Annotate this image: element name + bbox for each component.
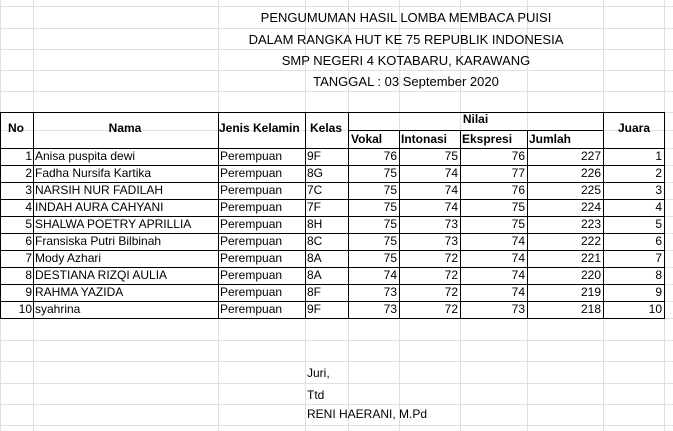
cell-juara[interactable]: 6 xyxy=(655,234,662,248)
title-line-2[interactable]: DALAM RANGKA HUT KE 75 REPUBLIK INDONESIA xyxy=(248,32,564,47)
cell-nama[interactable]: SHALWA POETRY APRILLIA xyxy=(35,217,192,231)
cell-no[interactable]: 4 xyxy=(25,200,32,214)
cell-ekspresi[interactable]: 76 xyxy=(511,149,525,163)
cell-vokal[interactable]: 73 xyxy=(383,302,397,316)
cell-vokal[interactable]: 75 xyxy=(383,183,397,197)
cell-nama[interactable]: Mody Azhari xyxy=(35,251,102,265)
cell-kelas[interactable]: 8F xyxy=(307,285,322,299)
col-header-intonasi[interactable]: Intonasi xyxy=(401,132,448,146)
cell-jenis-kelamin[interactable]: Perempuan xyxy=(220,166,283,180)
cell-vokal[interactable]: 75 xyxy=(383,234,397,248)
cell-vokal[interactable]: 75 xyxy=(383,217,397,231)
title-line-1[interactable]: PENGUMUMAN HASIL LOMBA MEMBACA PUISI xyxy=(260,10,552,25)
cell-nama[interactable]: RAHMA YAZIDA xyxy=(35,285,124,299)
cell-jumlah[interactable]: 223 xyxy=(580,217,601,231)
cell-jumlah[interactable]: 219 xyxy=(580,285,601,299)
cell-kelas[interactable]: 9F xyxy=(307,149,322,163)
cell-no[interactable]: 6 xyxy=(25,234,32,248)
cell-jenis-kelamin[interactable]: Perempuan xyxy=(220,149,283,163)
cell-ekspresi[interactable]: 77 xyxy=(511,166,525,180)
cell-jumlah[interactable]: 220 xyxy=(580,268,601,282)
cell-jenis-kelamin[interactable]: Perempuan xyxy=(220,217,283,231)
cell-kelas[interactable]: 8H xyxy=(307,217,323,231)
cell-no[interactable]: 5 xyxy=(25,217,32,231)
cell-juara[interactable]: 4 xyxy=(655,200,662,214)
cell-juara[interactable]: 7 xyxy=(655,251,662,265)
cell-jumlah[interactable]: 224 xyxy=(580,200,601,214)
cell-nama[interactable]: Anisa puspita dewi xyxy=(35,149,136,163)
cell-no[interactable]: 8 xyxy=(25,268,32,282)
cell-intonasi[interactable]: 74 xyxy=(444,166,458,180)
col-header-kelas[interactable]: Kelas xyxy=(309,121,343,135)
cell-juara[interactable]: 3 xyxy=(655,183,662,197)
footer-juri[interactable]: Juri, xyxy=(307,366,330,380)
cell-vokal[interactable]: 75 xyxy=(383,200,397,214)
cell-nama[interactable]: DESTIANA RIZQI AULIA xyxy=(35,268,168,282)
cell-nama[interactable]: syahrina xyxy=(35,302,81,316)
cell-intonasi[interactable]: 75 xyxy=(444,149,458,163)
cell-kelas[interactable]: 8A xyxy=(307,268,322,282)
cell-juara[interactable]: 1 xyxy=(655,149,662,163)
cell-kelas[interactable]: 8C xyxy=(307,234,323,248)
cell-nama[interactable]: INDAH AURA CAHYANI xyxy=(35,200,164,214)
cell-juara[interactable]: 9 xyxy=(655,285,662,299)
cell-no[interactable]: 1 xyxy=(25,149,32,163)
col-header-no[interactable]: No xyxy=(8,121,24,135)
cell-juara[interactable]: 2 xyxy=(655,166,662,180)
cell-jumlah[interactable]: 227 xyxy=(580,149,601,163)
cell-jenis-kelamin[interactable]: Perempuan xyxy=(220,302,283,316)
cell-no[interactable]: 10 xyxy=(18,302,32,316)
cell-intonasi[interactable]: 74 xyxy=(444,183,458,197)
cell-intonasi[interactable]: 73 xyxy=(444,234,458,248)
cell-jenis-kelamin[interactable]: Perempuan xyxy=(220,268,283,282)
cell-no[interactable]: 3 xyxy=(25,183,32,197)
cell-jenis-kelamin[interactable]: Perempuan xyxy=(220,200,283,214)
cell-ekspresi[interactable]: 75 xyxy=(511,217,525,231)
cell-intonasi[interactable]: 74 xyxy=(444,200,458,214)
cell-intonasi[interactable]: 72 xyxy=(444,251,458,265)
cell-kelas[interactable]: 8G xyxy=(307,166,324,180)
cell-no[interactable]: 2 xyxy=(25,166,32,180)
cell-vokal[interactable]: 74 xyxy=(383,268,397,282)
col-header-ekspresi[interactable]: Ekspresi xyxy=(462,132,513,146)
cell-jumlah[interactable]: 218 xyxy=(580,302,601,316)
cell-jenis-kelamin[interactable]: Perempuan xyxy=(220,251,283,265)
cell-kelas[interactable]: 9F xyxy=(307,302,322,316)
footer-ttd[interactable]: Ttd xyxy=(307,388,325,402)
cell-no[interactable]: 9 xyxy=(25,285,32,299)
cell-vokal[interactable]: 75 xyxy=(383,166,397,180)
cell-kelas[interactable]: 8A xyxy=(307,251,322,265)
cell-ekspresi[interactable]: 74 xyxy=(511,285,525,299)
cell-nama[interactable]: Fransiska Putri Bilbinah xyxy=(35,234,162,248)
cell-jumlah[interactable]: 226 xyxy=(580,166,601,180)
cell-no[interactable]: 7 xyxy=(25,251,32,265)
cell-jumlah[interactable]: 221 xyxy=(580,251,601,265)
col-header-vokal[interactable]: Vokal xyxy=(351,132,383,146)
cell-intonasi[interactable]: 73 xyxy=(444,217,458,231)
cell-intonasi[interactable]: 72 xyxy=(444,302,458,316)
cell-kelas[interactable]: 7F xyxy=(307,200,322,214)
cell-ekspresi[interactable]: 75 xyxy=(511,200,525,214)
cell-vokal[interactable]: 76 xyxy=(383,149,397,163)
cell-ekspresi[interactable]: 74 xyxy=(511,234,525,248)
cell-intonasi[interactable]: 72 xyxy=(444,268,458,282)
cell-jumlah[interactable]: 225 xyxy=(580,183,601,197)
col-header-jenis-kelamin[interactable]: Jenis Kelamin xyxy=(219,121,300,135)
cell-juara[interactable]: 5 xyxy=(655,217,662,231)
cell-vokal[interactable]: 73 xyxy=(383,285,397,299)
cell-kelas[interactable]: 7C xyxy=(307,183,323,197)
col-header-nilai[interactable]: Nilai xyxy=(462,112,489,126)
title-line-3[interactable]: SMP NEGERI 4 KOTABARU, KARAWANG xyxy=(281,53,531,68)
cell-ekspresi[interactable]: 73 xyxy=(511,302,525,316)
col-header-jumlah[interactable]: Jumlah xyxy=(529,132,572,146)
cell-ekspresi[interactable]: 76 xyxy=(511,183,525,197)
cell-jenis-kelamin[interactable]: Perempuan xyxy=(220,285,283,299)
cell-nama[interactable]: Fadha Nursifa Kartika xyxy=(35,166,152,180)
cell-vokal[interactable]: 75 xyxy=(383,251,397,265)
cell-juara[interactable]: 8 xyxy=(655,268,662,282)
cell-jumlah[interactable]: 222 xyxy=(580,234,601,248)
footer-name[interactable]: RENI HAERANI, M.Pd xyxy=(307,407,428,421)
col-header-nama[interactable]: Nama xyxy=(108,121,142,135)
cell-nama[interactable]: NARSIH NUR FADILAH xyxy=(35,183,164,197)
cell-jenis-kelamin[interactable]: Perempuan xyxy=(220,234,283,248)
cell-ekspresi[interactable]: 74 xyxy=(511,251,525,265)
cell-ekspresi[interactable]: 74 xyxy=(511,268,525,282)
title-line-4[interactable]: TANGGAL : 03 September 2020 xyxy=(313,74,499,89)
cell-juara[interactable]: 10 xyxy=(648,302,662,316)
col-header-juara[interactable]: Juara xyxy=(617,121,651,135)
cell-intonasi[interactable]: 72 xyxy=(444,285,458,299)
cell-jenis-kelamin[interactable]: Perempuan xyxy=(220,183,283,197)
